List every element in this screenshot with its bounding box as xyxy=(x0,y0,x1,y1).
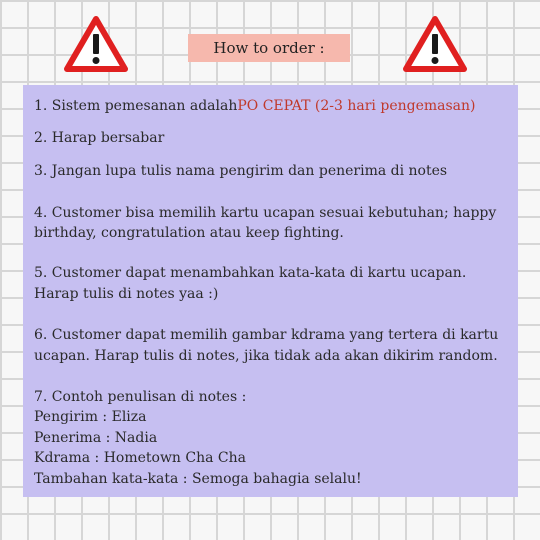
warning-triangle-icon xyxy=(64,16,128,72)
page-title: How to order : xyxy=(188,34,350,62)
step-6-line-1: 6. Customer dapat memilih gambar kdrama yang tertera di kartu xyxy=(34,327,499,343)
step-4-line-1: 4. Customer bisa memilih kartu ucapan sesuai kebutuhan; happy xyxy=(34,205,497,221)
step-7-line-5: Tambahan kata-kata : Semoga bahagia selalu! xyxy=(34,471,362,487)
step-5-line-2: Harap tulis di notes yaa :) xyxy=(34,286,219,302)
step-7-line-3: Penerima : Nadia xyxy=(34,430,158,446)
step-3: 3. Jangan lupa tulis nama pengirim dan penerima di notes xyxy=(34,163,448,179)
step-2: 2. Harap bersabar xyxy=(34,130,165,146)
step-5-line-1: 5. Customer dapat menambahkan kata-kata di kartu ucapan. xyxy=(34,265,467,281)
step-1 xyxy=(34,97,476,115)
step-1-highlight: PO CEPAT (2-3 hari pengemasan) xyxy=(237,98,476,114)
step-7-line-1: 7. Contoh penulisan di notes : xyxy=(34,389,247,405)
step-6-line-2: ucapan. Harap tulis di notes, jika tidak ada akan dikirim random. xyxy=(34,348,498,364)
step-1-text: 1. Sistem pemesanan adalah xyxy=(34,98,238,114)
step-7-line-4: Kdrama : Hometown Cha Cha xyxy=(34,450,247,466)
warning-triangle-icon xyxy=(403,16,467,72)
step-4-line-2: birthday, congratulation atau keep fighting. xyxy=(34,225,344,241)
step-7-line-2: Pengirim : Eliza xyxy=(34,409,147,425)
